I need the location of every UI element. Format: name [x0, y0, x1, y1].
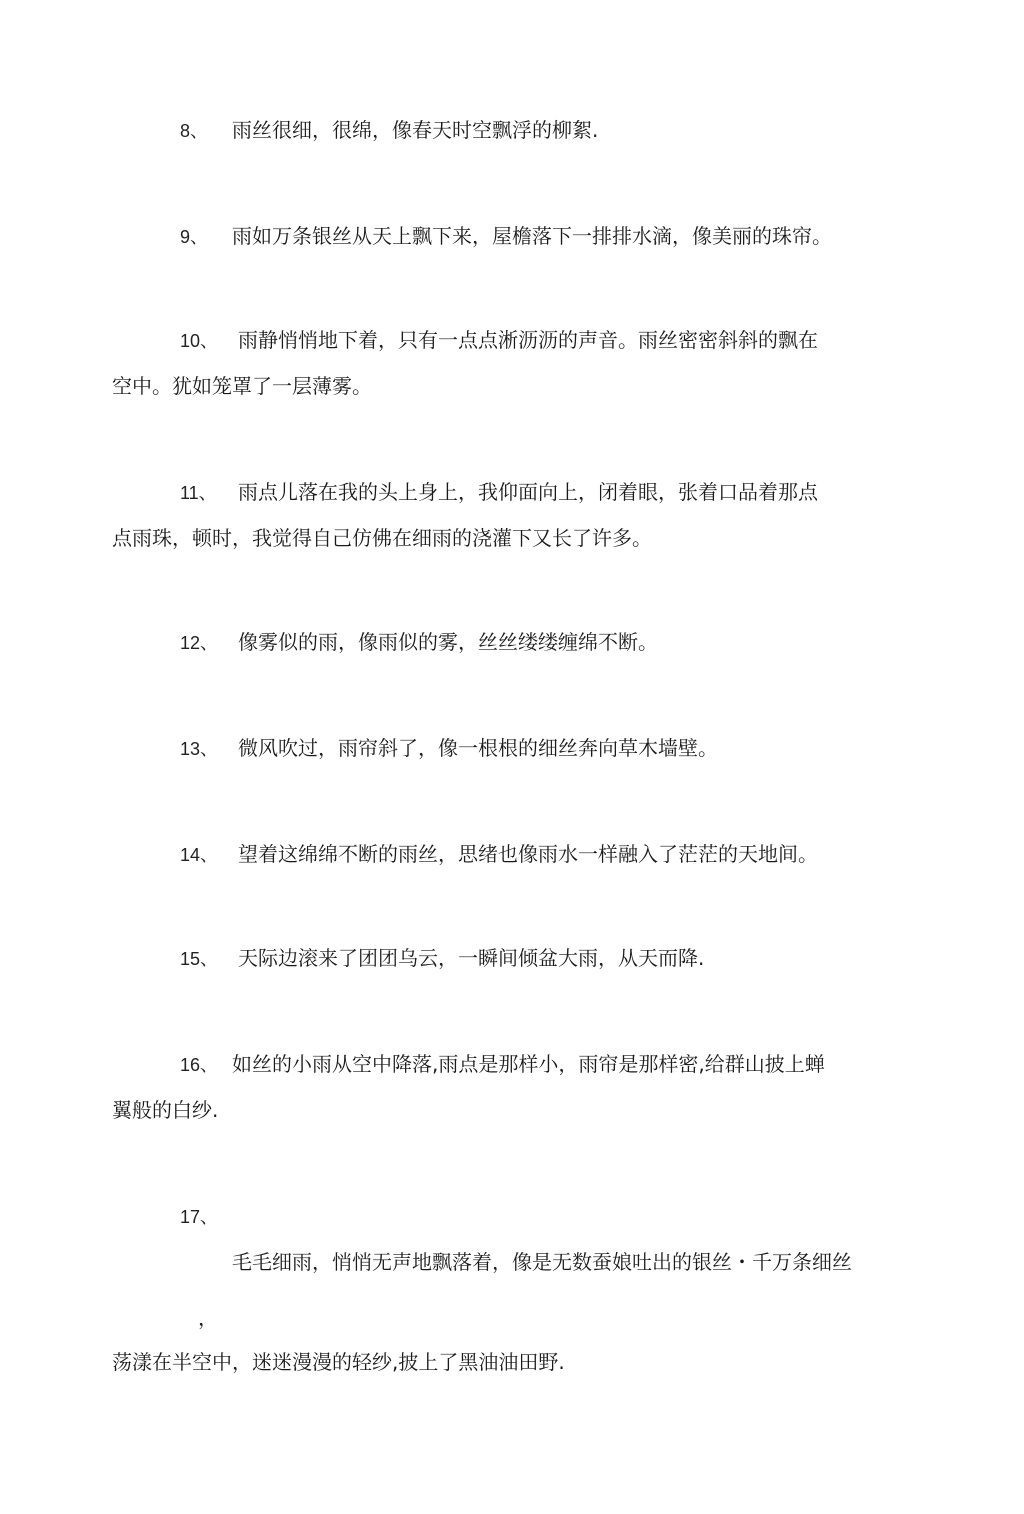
list-item-continuation — [112, 526, 652, 550]
item-number: 15、 — [180, 949, 219, 969]
list-item — [180, 630, 658, 654]
item-number: 11、 — [180, 483, 217, 503]
item-text: 毛毛细雨，悄悄无声地飘落着，像是无数蚕娘吐出的银丝・千万条细丝 — [232, 1250, 852, 1274]
item-number: 17、 — [180, 1207, 219, 1227]
item-number: 16、 — [180, 1055, 219, 1075]
list-item-continuation — [198, 1306, 218, 1330]
list-item — [180, 736, 718, 760]
list-item — [180, 1052, 825, 1076]
item-number: 9、 — [180, 227, 209, 247]
list-item — [180, 328, 818, 352]
item-text: 雨点儿落在我的头上身上，我仰面向上，闭着眼，张着口品着那点 — [238, 480, 818, 504]
item-number: 13、 — [180, 739, 219, 759]
item-text: 如丝的小雨从空中降落,雨点是那样小，雨帘是那样密,给群山披上蝉 — [232, 1052, 825, 1076]
item-text: 翼般的白纱. — [112, 1098, 219, 1122]
list-item — [180, 118, 598, 142]
item-text: ， — [198, 1306, 218, 1330]
item-text: 雨如万条银丝从天上飘下来，屋檐落下一排排水滴，像美丽的珠帘。 — [232, 224, 832, 248]
item-text: 荡漾在半空中，迷迷漫漫的轻纱,披上了黑油油田野. — [112, 1350, 565, 1374]
list-item-continuation — [232, 1250, 852, 1274]
item-text: 像雾似的雨，像雨似的雾，丝丝缕缕缠绵不断。 — [238, 630, 658, 654]
list-item-continuation — [112, 1350, 565, 1374]
list-item — [180, 480, 818, 504]
list-item — [180, 946, 704, 970]
item-text: 雨丝很细，很绵，像春天时空飘浮的柳絮. — [232, 118, 599, 142]
item-number: 8、 — [180, 121, 209, 141]
list-item — [180, 1204, 218, 1228]
item-number: 10、 — [180, 331, 219, 351]
list-item-continuation — [112, 374, 372, 398]
item-number: 14、 — [180, 845, 219, 865]
item-text: 空中。犹如笼罩了一层薄雾。 — [112, 374, 372, 398]
item-text: 望着这绵绵不断的雨丝，思绪也像雨水一样融入了茫茫的天地间。 — [238, 842, 818, 866]
item-text: 天际边滚来了团团乌云，一瞬间倾盆大雨，从天而降. — [238, 946, 705, 970]
list-item — [180, 224, 832, 248]
item-text: 点雨珠，顿时，我觉得自己仿佛在细雨的浇灌下又长了许多。 — [112, 526, 652, 550]
item-number: 12、 — [180, 633, 219, 653]
list-item — [180, 842, 818, 866]
list-item-continuation — [112, 1098, 218, 1122]
item-text: 微风吹过，雨帘斜了，像一根根的细丝奔向草木墙壁。 — [238, 736, 718, 760]
item-text: 雨静悄悄地下着，只有一点点淅沥沥的声音。雨丝密密斜斜的飘在 — [238, 328, 818, 352]
